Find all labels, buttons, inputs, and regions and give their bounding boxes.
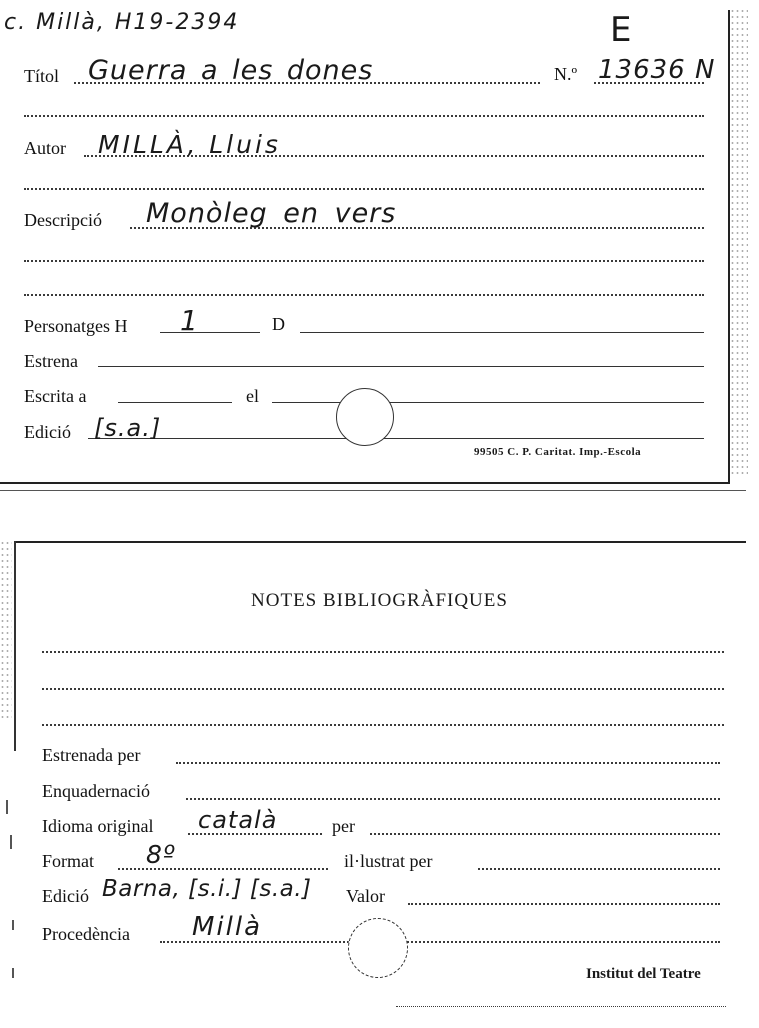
titol-value: Guerra a les dones [88,55,374,86]
scan-mark-4 [12,968,14,978]
descripcio-line-3 [24,294,704,296]
personatges-h-line [160,332,260,333]
numero-value: 13636 N [598,55,716,85]
bottom-card-left-border [14,541,16,751]
idioma-value: català [198,806,278,834]
institution-stamp: Institut del Teatre [586,966,701,982]
escrita-el-line [272,402,704,403]
bottom-edicio-label: Edició [42,886,89,906]
autor-value: MILLÀ, Lluis [98,130,281,159]
estrena-label: Estrena [24,351,78,371]
procedencia-label: Procedència [42,924,130,944]
corner-mark: E [610,10,633,50]
notes-line-3 [42,724,724,726]
notes-line-1 [42,651,724,653]
edicio-value: [s.a.] [94,414,162,442]
numero-label: N.º [554,64,578,84]
bottom-card-top-border [14,541,746,543]
illustrat-line [478,868,720,870]
bottom-card-scan-noise [0,540,12,720]
top-card-scan-noise [730,8,748,478]
enquadernacio-label: Enquadernació [42,781,150,801]
estrena-line [98,366,704,367]
personatges-label: Personatges H [24,316,128,336]
escrita-el-label: el [246,386,259,406]
estrenada-line [176,762,720,764]
punch-hole-bottom [348,918,408,978]
estrenada-label: Estrenada per [42,745,141,765]
notes-line-2 [42,688,724,690]
titol-label: Títol [24,66,59,86]
descripcio-label: Descripció [24,210,102,230]
escrita-line [118,402,232,403]
idioma-label: Idioma original [42,816,154,836]
personatges-d-line [300,332,704,333]
autor-label: Autor [24,138,66,158]
idioma-per-line [370,833,720,835]
format-label: Format [42,851,94,871]
descripcio-line-2 [24,260,704,262]
format-value: 8º [146,840,176,869]
valor-line [408,903,720,905]
edicio-label: Edició [24,422,71,442]
personatges-d-label: D [272,314,285,334]
idioma-per-label: per [332,816,355,836]
titol-continuation-line [24,115,704,117]
personatges-h-value: 1 [180,304,199,337]
top-card-bottom-rule [0,490,746,491]
bottom-edicio-value: Barna, [s.i.] [s.a.] [102,876,312,902]
bottom-edge-trace [396,1006,726,1007]
valor-label: Valor [346,886,385,906]
autor-continuation-line [24,188,704,190]
notes-heading: NOTES BIBLIOGRÀFIQUES [251,590,508,611]
enquadernacio-line [186,798,720,800]
header-note: c. Millà, H19-2394 [4,10,240,35]
scan-mark-1 [6,800,8,814]
procedencia-value: Millà [192,912,263,942]
edicio-line [88,438,704,439]
illustrat-label: il·lustrat per [344,851,433,871]
descripcio-value: Monòleg en vers [146,198,397,229]
scan-mark-3 [12,920,14,930]
escrita-label: Escrita a [24,386,87,406]
punch-hole-top [336,388,394,446]
printer-imprint: 99505 C. P. Caritat. Imp.-Escola [474,446,642,458]
scan-mark-2 [10,835,12,849]
